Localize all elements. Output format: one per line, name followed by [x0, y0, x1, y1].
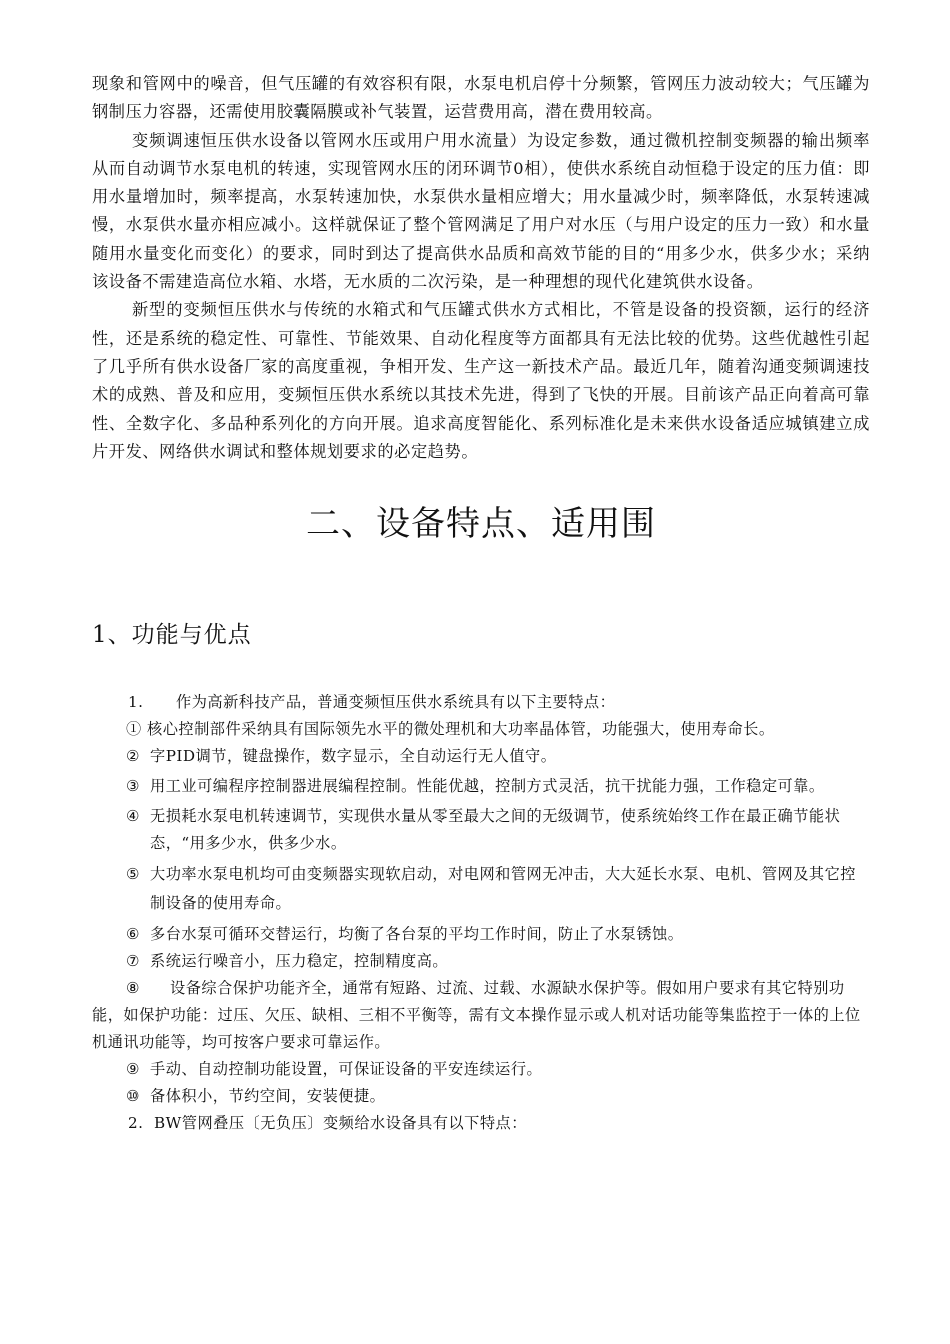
list-item: [92, 773, 870, 800]
list-item-text: 无损耗水泵电机转速调节，实现供水量从零至最大之间的无级调节，使系统始终工作在最正确节能状态，“用多少水，供多少水。: [150, 807, 841, 853]
list-item: [92, 743, 870, 770]
list-item: [92, 1083, 870, 1110]
list-item-text: 手动、自动控制功能设置，可保证设备的平安连续运行。: [150, 1060, 543, 1079]
section-title: 二、设备特点、适用围: [306, 504, 656, 545]
list-item: [92, 716, 870, 743]
list-item: [92, 975, 870, 1056]
paragraph-2: 变频调速恒压供水设备以管网水压或用户用水流量）为设定参数，通过微机控制变频器的输出频率从而自动调节水泵电机的转速，实现管网水压的闭环调节0相），使供水系统自动恒稳于设定的压力值：即用水量增加时，频率提高，水泵转速加快，水泵供水量相应增大；用水量减少时，频率降低，水泵转速减慢，水泵供水量亦相应减小。这样就保证了整个管网满足了用户对水压（与用户设定的压力一致）和水量随用水量变化而变化）的要求，同时到达了提高供水品质和高效节能的目的“用多少水，供多少水；采纳该设备不需建造高位水箱、水塔，无水质的二次污染，是一种理想的现代化建筑供水设备。: [92, 130, 870, 292]
list-item-text: 多台水泵可循环交替运行，均衡了各台泵的平均工作时间，防止了水泵锈蚀。: [150, 925, 684, 944]
list-item: [92, 921, 870, 948]
paragraph-3: 新型的变频恒压供水与传统的水箱式和气压罐式供水方式相比，不管是设备的投资额，运行的经济性，还是系统的稳定性、可靠性、节能效果、自动化程度等方面都具有无法比较的优势。这些优越性引起了几乎所有供水设备厂家的高度重视，争相开发、生产这一新技术产品。最近几年，随着沟通变频调速技术的成熟、普及和应用，变频恒压供水系统以其技术先进，得到了飞快的开展。目前该产品正向着高可靠性、全数字化、多品种系列化的方向开展。追求高度智能化、系列标准化是未来供水设备适应城镇建立成片开发、网络供水调试和整体规划要求的必定趋势。: [92, 300, 870, 461]
list-number: 1.: [128, 693, 144, 712]
list-marker: ⑥: [126, 925, 141, 944]
list-item-text: 用工业可编程序控制器进展编程控制。性能优越，控制方式灵活，抗干扰能力强，工作稳定可靠。: [150, 777, 825, 796]
list-marker: ⑧: [126, 979, 141, 998]
list-item: [92, 1056, 870, 1083]
list-marker: ③: [126, 777, 141, 796]
list-intro-text: 作为高新科技产品，普通变频恒压供水系统具有以下主要特点：: [176, 693, 616, 712]
list-outro-text: BW管网叠压〔无负压〕变频给水设备具有以下特点：: [154, 1114, 527, 1133]
feature-list: [92, 689, 870, 1137]
list-item-text: 字PID调节，键盘操作，数字显示，全自动运行无人值守。: [150, 747, 557, 766]
list-item: [92, 860, 870, 918]
list-marker: ②: [126, 747, 141, 766]
list-marker: ⑦: [126, 952, 141, 971]
list-item-text: 设备综合保护功能齐全，通常有短路、过流、过载、水源缺水保护等。假如用户要求有其它特别功能，如保护功能：过压、欠压、缺相、三相不平衡等，需有文本操作显示或人机对话功能等集监控于一体的上位机通讯功能等，均可按客户要求可靠运作。: [92, 979, 861, 1052]
list-marker: ⑩: [126, 1087, 141, 1106]
list-item-text: 大功率水泵电机均可由变频器实现软启动，对电网和管网无冲击，大大延长水泵、电机、管网及其它控制设备的使用寿命。: [150, 865, 856, 913]
list-item-text: 系统运行噪音小，压力稳定，控制精度高。: [150, 952, 449, 971]
list-marker: ⑤: [126, 865, 141, 884]
list-item: [92, 948, 870, 975]
subsection-title: 1、功能与优点: [92, 622, 252, 649]
list-marker: ④: [126, 807, 141, 826]
paragraph-1: 现象和管网中的噪音，但气压罐的有效容积有限，水泵电机启停十分频繁，管网压力波动较大；气压罐为钢制压力容器，还需使用胶囊隔膜或补气装置，运营费用高，潜在费用较高。: [92, 74, 870, 122]
document-page: [92, 70, 870, 1137]
list-marker: ⑨: [126, 1060, 141, 1079]
list-marker: ①: [126, 720, 142, 739]
list-outro: [92, 1110, 870, 1137]
list-number: 2.: [128, 1114, 144, 1133]
list-item: [92, 803, 870, 857]
list-item-text: 核心控制部件采纳具有国际领先水平的微处理机和大功率晶体管，功能强大，使用寿命长。: [147, 720, 775, 739]
list-item-text: 备体积小，节约空间，安装便捷。: [150, 1087, 386, 1106]
list-intro: [92, 689, 870, 716]
